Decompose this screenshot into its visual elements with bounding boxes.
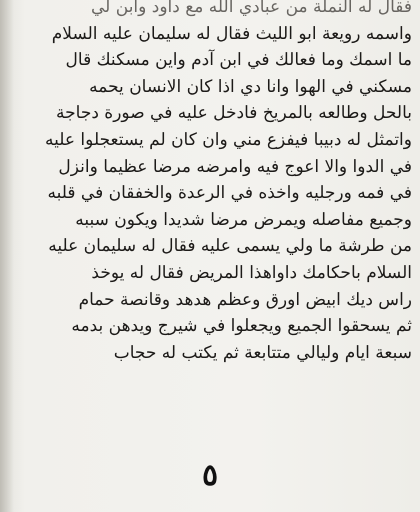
text-line-8: في فمه ورجليه واخذه في الرعدة والخفقان في قلبه (47, 183, 412, 204)
text-line-6: واتمثل له دبيبا فيفزع مني وان كان لم يستعجلوا عليه (45, 129, 412, 150)
text-line-7: في الدوا والا اعوج فيه وامرضه مرضا عظيما وانزل (58, 156, 412, 177)
text-line-5: بالحل وطالعه بالمريخ فادخل عليه في صورة دجاجة (56, 103, 412, 124)
text-line-10: من طرشة ما ولي يسمى عليه فقال له سليمان عليه (48, 236, 412, 257)
text-line-4: مسكني في الهوا وانا دي اذا كان الانسان يحمه (89, 76, 412, 97)
text-line-2: واسمه رويعة ابو الليث فقال له سليمان عليه السلام (51, 23, 412, 44)
text-line-12: راس ديك ابيض اورق وعظم هدهد وقانصة حمام (78, 289, 412, 310)
text-line-1: فقال له النملة من عبادي الله مع داود وابن لي (91, 0, 412, 17)
page-number: ٥ (201, 458, 219, 493)
manuscript-text (28, 0, 412, 366)
text-line-14: سبعة ايام وليالي متتابعة ثم يكتب له حجاب (113, 342, 412, 363)
text-line-9: وجميع مفاصله ويمرض مرضا شديدا ويكون سببه (75, 209, 412, 230)
text-line-3: ما اسمك وما فعالك في ابن آدم واين مسكنك قال (65, 50, 412, 71)
text-line-11: السلام باحكامك داواهذا المريض فقال له يوخذ (91, 262, 412, 283)
text-line-13: ثم يسحقوا الجميع ويجعلوا في شيرج ويدهن بدمه (71, 316, 412, 337)
